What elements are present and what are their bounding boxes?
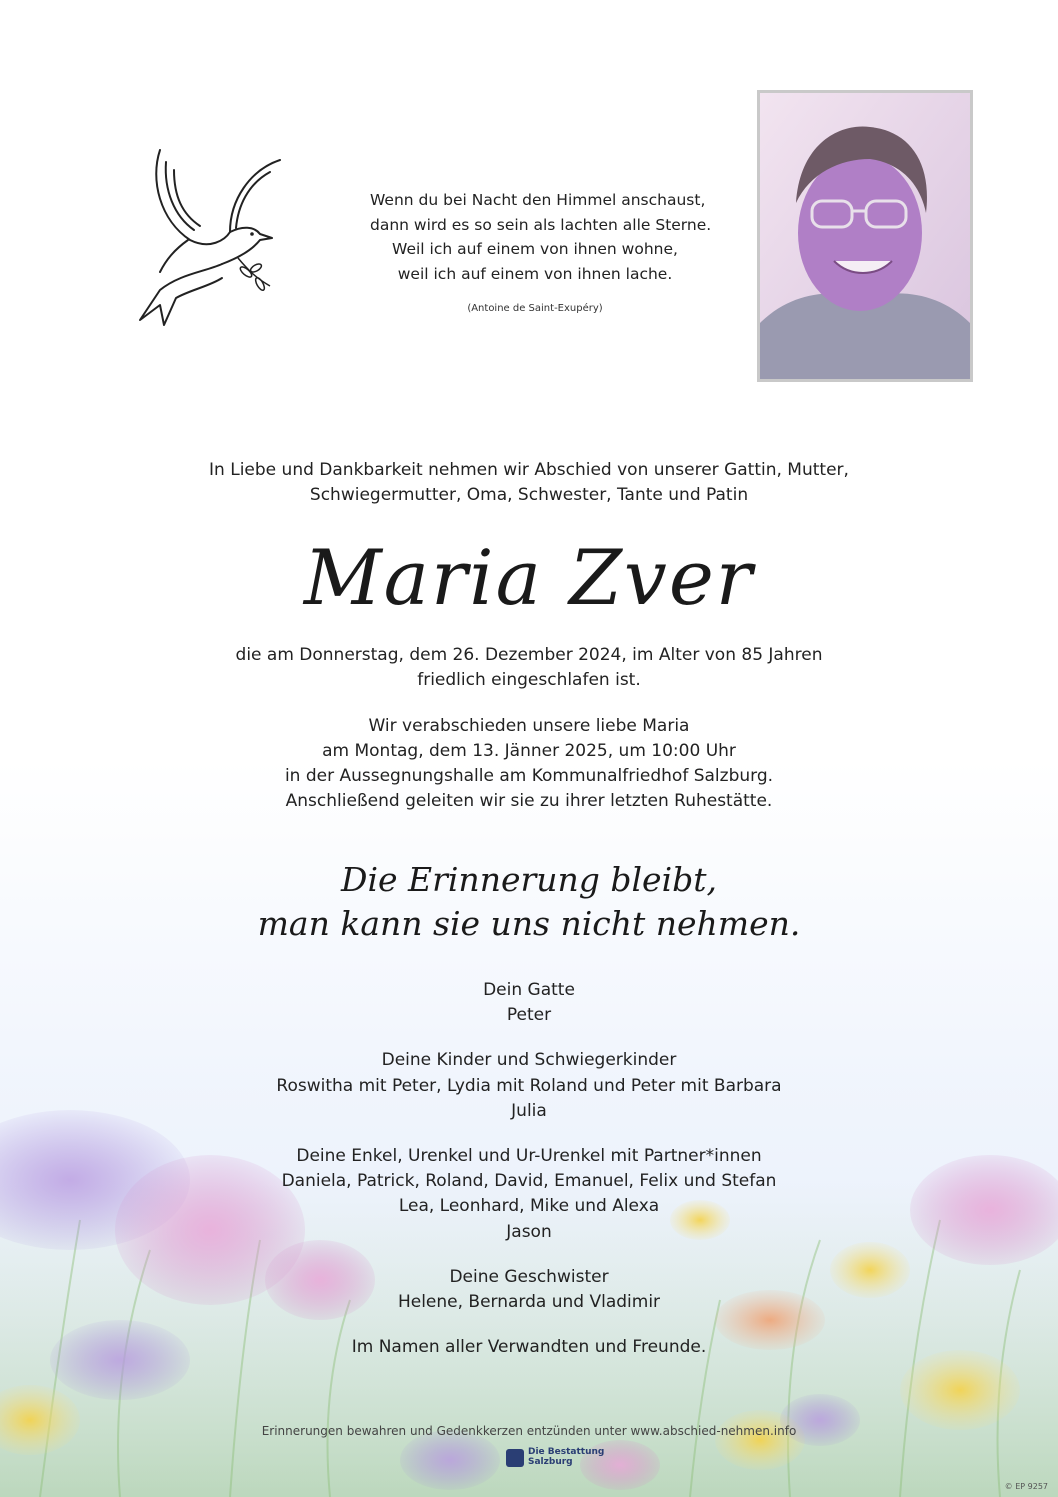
- bestattung-logo: [506, 1447, 626, 1471]
- family-member-line: Helene, Bernarda und Vladimir: [397, 1292, 661, 1313]
- death-notice-line: friedlich eingeschlafen ist.: [417, 670, 641, 690]
- logo-text: [528, 1447, 604, 1467]
- family-member-line: Daniela, Patrick, Roland, David, Emanuel, Felix und Stefan: [281, 1171, 777, 1192]
- poem-line: dann wird es so sein als lachten alle Sterne.: [370, 215, 712, 234]
- motto: [150, 858, 908, 946]
- family-member-line: Peter: [506, 1005, 552, 1026]
- motto-line: man kann sie uns nicht nehmen.: [257, 904, 801, 943]
- family-group-heading: Deine Geschwister: [449, 1266, 609, 1287]
- logo-line: Salzburg: [528, 1457, 573, 1467]
- poem: [370, 188, 712, 286]
- poem-author: (Antoine de Saint-Exupéry): [467, 303, 603, 314]
- service-line: Anschließend geleiten wir sie zu ihrer letzten Ruhestätte.: [285, 791, 773, 811]
- family-member-line: Julia: [511, 1100, 547, 1121]
- closing-line: Im Namen aller Verwandten und Freunde.: [351, 1337, 707, 1358]
- family-list: [150, 978, 908, 1360]
- service-line: in der Aussegnungshalle am Kommunalfriedhof Salzburg.: [284, 766, 774, 786]
- service-details: [150, 714, 908, 814]
- family-member-line: Jason: [506, 1221, 552, 1242]
- logo-line: Die Bestattung: [528, 1447, 605, 1457]
- dove-with-olive-branch-icon: [130, 140, 290, 330]
- intro-text: [150, 458, 908, 508]
- family-group-heading: Deine Kinder und Schwiegerkinder: [381, 1050, 677, 1071]
- family-group-heading: Dein Gatte: [483, 980, 575, 1000]
- poem-line: Wenn du bei Nacht den Himmel anschaust,: [370, 191, 706, 209]
- family-member-line: Roswitha mit Peter, Lydia mit Roland und Peter mit Barbara: [276, 1075, 782, 1096]
- poem-line: Weil ich auf einem von ihnen wohne,: [392, 240, 678, 258]
- document-code: © EP 9257: [1004, 1482, 1048, 1491]
- family-group-heading: Deine Enkel, Urenkel und Ur-Urenkel mit Partner*innen: [296, 1146, 762, 1167]
- service-line: am Montag, dem 13. Jänner 2025, um 10:00 Uhr: [322, 741, 736, 761]
- death-notice: [150, 643, 908, 693]
- motto-line: Die Erinnerung bleibt,: [340, 860, 718, 899]
- family-member-line: Lea, Leonhard, Mike und Alexa: [398, 1196, 660, 1217]
- intro-line: In Liebe und Dankbarkeit nehmen wir Abschied von unserer Gattin, Mutter,: [209, 460, 849, 480]
- footer-note: Erinnerungen bewahren und Gedenkkerzen entzünden unter www.abschied-nehmen.info: [261, 1424, 797, 1438]
- service-line: Wir verabschieden unsere liebe Maria: [368, 716, 690, 736]
- death-notice-line: die am Donnerstag, dem 26. Dezember 2024, im Alter von 85 Jahren: [235, 645, 823, 665]
- deceased-name: Maria Zver: [303, 533, 755, 622]
- bestattung-logo-icon: [506, 1449, 524, 1467]
- poem-line: weil ich auf einem von ihnen lache.: [397, 264, 673, 283]
- portrait-photo: [757, 90, 973, 382]
- intro-line: Schwiegermutter, Oma, Schwester, Tante und Patin: [309, 485, 749, 505]
